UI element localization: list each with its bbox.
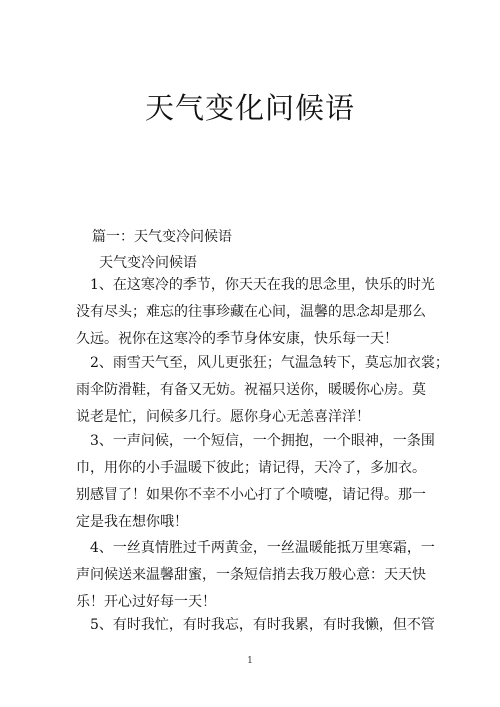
- paragraph-line: 定是我在想你哦！: [76, 514, 188, 530]
- paragraph-line: 声问候送来温馨甜蜜，一条短信捎去我万般心意：天天快: [76, 567, 426, 583]
- paragraph-line: 4、一丝真情胜过千两黄金，一丝温暖能抵万里寒霜，一: [90, 540, 435, 556]
- paragraph-line: 3、一声问候，一个短信，一个拥抱，一个眼神，一条围: [90, 433, 435, 449]
- paragraph-line: 说老是忙，问候多几行。愿你身心无恙喜洋洋！: [76, 409, 370, 425]
- paragraph-1: [76, 272, 436, 353]
- paragraph-line: 巾，用你的小手温暖下彼此；请记得，天冷了，多加衣。: [76, 460, 426, 476]
- paragraph-line: 乐！开心过好每一天！: [76, 594, 216, 610]
- section-heading: 篇一：天气变冷问候语: [92, 229, 232, 245]
- document-title: 天气变化问候语: [144, 91, 355, 125]
- paragraph-line: 别感冒了！如果你不幸不小心打了个喷嚏，请记得。那一: [76, 487, 426, 503]
- paragraph-3: [76, 428, 436, 536]
- page-number: 1: [247, 656, 253, 666]
- paragraph-line: 2、雨雪天气至，风儿更张狂；气温急转下，莫忘加衣裳；: [90, 355, 449, 371]
- paragraph-line: 1、在这寒冷的季节，你天天在我的思念里，快乐的时光: [90, 277, 435, 293]
- paragraph-line: 没有尽头；难忘的往事珍藏在心间，温馨的思念却是那么: [76, 304, 426, 320]
- subheading: 天气变冷问候语: [99, 255, 197, 271]
- paragraph-line: 久远。祝你在这寒冷的季节身体安康，快乐每一天！: [76, 331, 398, 347]
- paragraph-line: 雨伞防滑鞋，有备又无妨。祝福只送你，暖暖你心房。莫: [76, 382, 426, 398]
- paragraph-2: [76, 350, 449, 431]
- paragraph-line: 5、有时我忙，有时我忘，有时我累，有时我懒，但不管: [90, 617, 435, 633]
- paragraph-4: [76, 535, 436, 616]
- paragraph-5: [76, 612, 436, 639]
